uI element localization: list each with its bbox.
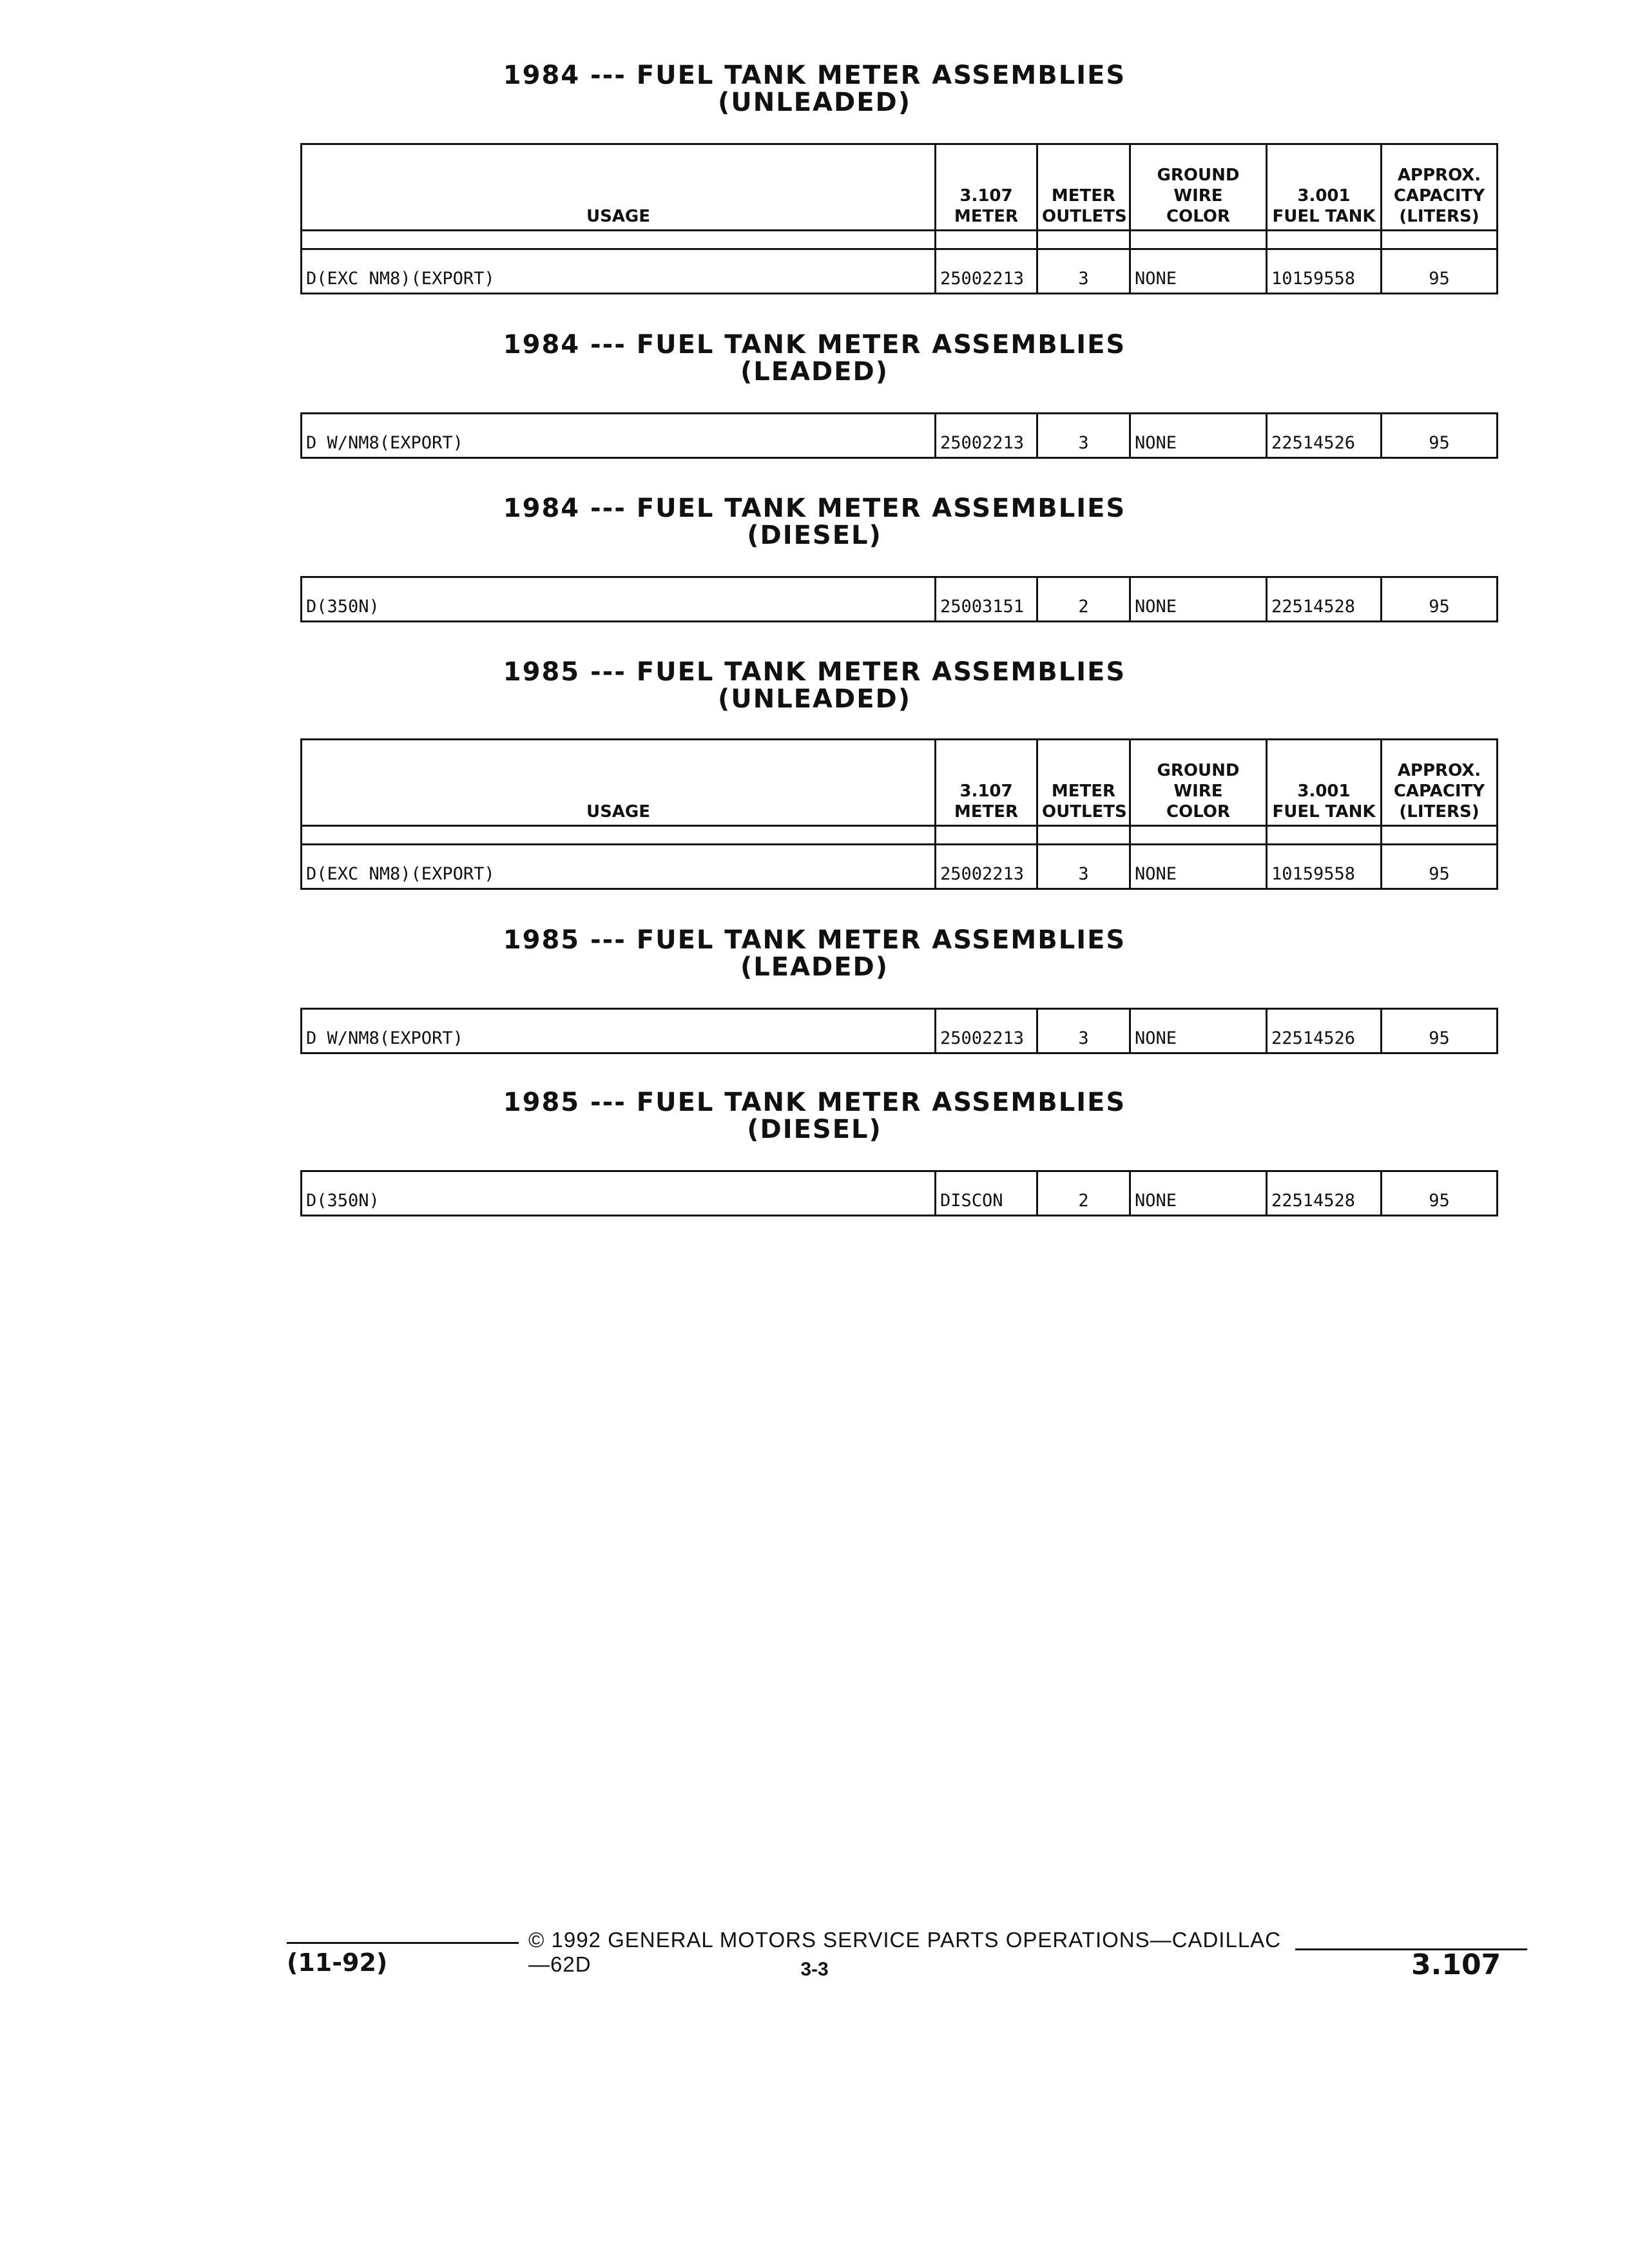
capacity-header: APPROX. CAPACITY (LITERS)	[1382, 740, 1498, 826]
parts-table-1985-diesel	[300, 1170, 1498, 1216]
capacity-cell: 95	[1382, 414, 1498, 458]
ground-cell: NONE	[1130, 1171, 1267, 1216]
capacity-header: APPROX. CAPACITY (LITERS)	[1382, 144, 1498, 231]
tank-cell: 22514528	[1267, 1171, 1382, 1216]
section-title-1984-leaded	[0, 331, 1629, 385]
meter-cell: DISCON	[936, 1171, 1037, 1216]
table-spacer-row	[302, 231, 1498, 249]
section-heading: 1985 --- FUEL TANK METER ASSEMBLIES	[503, 1088, 1126, 1117]
outlets-cell: 2	[1037, 1171, 1130, 1216]
section-title-1985-leaded	[0, 927, 1629, 981]
parts-table-1984-leaded	[300, 412, 1498, 459]
section-heading: 1985 --- FUEL TANK METER ASSEMBLIES	[503, 925, 1126, 955]
tank-cell: 10159558	[1267, 845, 1382, 889]
parts-table-1985-leaded	[300, 1008, 1498, 1054]
capacity-cell: 95	[1382, 249, 1498, 294]
section-heading: 1985 --- FUEL TANK METER ASSEMBLIES	[503, 657, 1126, 687]
table-row	[302, 577, 1498, 622]
usage-cell: D W/NM8(EXPORT)	[302, 1009, 936, 1053]
fuel-tank-header: 3.001 FUEL TANK	[1267, 144, 1382, 231]
ground-cell: NONE	[1130, 845, 1267, 889]
footer-date: (11-92)	[287, 1948, 388, 1977]
outlets-cell: 3	[1037, 414, 1130, 458]
meter-cell: 25002213	[936, 845, 1037, 889]
outlets-cell: 3	[1037, 845, 1130, 889]
meter-header: 3.107 METER	[936, 144, 1037, 231]
section-title-1984-unleaded	[0, 62, 1629, 116]
meter-cell: 25002213	[936, 1009, 1037, 1053]
parts-table-1984-unleaded	[300, 143, 1498, 294]
section-subheading: (DIESEL)	[747, 521, 882, 550]
section-title-1984-diesel	[0, 495, 1629, 549]
table-header-row	[302, 144, 1498, 231]
fuel-tank-header: 3.001 FUEL TANK	[1267, 740, 1382, 826]
outlets-cell: 3	[1037, 249, 1130, 294]
meter-header: 3.107 METER	[936, 740, 1037, 826]
capacity-cell: 95	[1382, 1009, 1498, 1053]
section-subheading: (LEADED)	[740, 952, 889, 982]
table-row	[302, 249, 1498, 294]
footer-rule-left	[287, 1942, 519, 1944]
outlets-cell: 2	[1037, 577, 1130, 622]
meter-cell: 25003151	[936, 577, 1037, 622]
meter-cell: 25002213	[936, 249, 1037, 294]
tank-cell: 22514528	[1267, 577, 1382, 622]
ground-wire-header: GROUND WIRE COLOR	[1130, 144, 1267, 231]
ground-cell: NONE	[1130, 249, 1267, 294]
usage-cell: D(EXC NM8)(EXPORT)	[302, 249, 936, 294]
ground-cell: NONE	[1130, 577, 1267, 622]
usage-cell: D(350N)	[302, 577, 936, 622]
usage-cell: D(350N)	[302, 1171, 936, 1216]
ground-wire-header: GROUND WIRE COLOR	[1130, 740, 1267, 826]
footer-copyright: © 1992 GENERAL MOTORS SERVICE PARTS OPERATIONS—CADILLAC—62D	[528, 1928, 1282, 1976]
usage-header: USAGE	[302, 740, 936, 826]
footer-section-number: 3.107	[1411, 1948, 1501, 1981]
section-title-1985-diesel	[0, 1089, 1629, 1143]
parts-table-1985-unleaded	[300, 738, 1498, 890]
outlets-cell: 3	[1037, 1009, 1130, 1053]
tank-cell: 22514526	[1267, 1009, 1382, 1053]
table-row	[302, 1171, 1498, 1216]
tank-cell: 10159558	[1267, 249, 1382, 294]
section-heading: 1984 --- FUEL TANK METER ASSEMBLIES	[503, 494, 1126, 523]
meter-cell: 25002213	[936, 414, 1037, 458]
usage-cell: D(EXC NM8)(EXPORT)	[302, 845, 936, 889]
capacity-cell: 95	[1382, 845, 1498, 889]
usage-cell: D W/NM8(EXPORT)	[302, 414, 936, 458]
table-row	[302, 1009, 1498, 1053]
parts-table-1984-diesel	[300, 576, 1498, 622]
table-spacer-row	[302, 826, 1498, 845]
table-row	[302, 414, 1498, 458]
section-heading: 1984 --- FUEL TANK METER ASSEMBLIES	[503, 330, 1126, 360]
footer-page-number: 3-3	[800, 1959, 829, 1980]
usage-header: USAGE	[302, 144, 936, 231]
table-row	[302, 845, 1498, 889]
ground-cell: NONE	[1130, 414, 1267, 458]
tank-cell: 22514526	[1267, 414, 1382, 458]
capacity-cell: 95	[1382, 1171, 1498, 1216]
capacity-cell: 95	[1382, 577, 1498, 622]
table-header-row	[302, 740, 1498, 826]
section-title-1985-unleaded	[0, 658, 1629, 713]
ground-cell: NONE	[1130, 1009, 1267, 1053]
section-subheading: (UNLEADED)	[717, 88, 912, 117]
section-heading: 1984 --- FUEL TANK METER ASSEMBLIES	[503, 61, 1126, 90]
outlets-header: METER OUTLETS	[1037, 740, 1130, 826]
section-subheading: (DIESEL)	[747, 1115, 882, 1144]
section-subheading: (UNLEADED)	[717, 684, 912, 714]
outlets-header: METER OUTLETS	[1037, 144, 1130, 231]
section-subheading: (LEADED)	[740, 357, 889, 387]
